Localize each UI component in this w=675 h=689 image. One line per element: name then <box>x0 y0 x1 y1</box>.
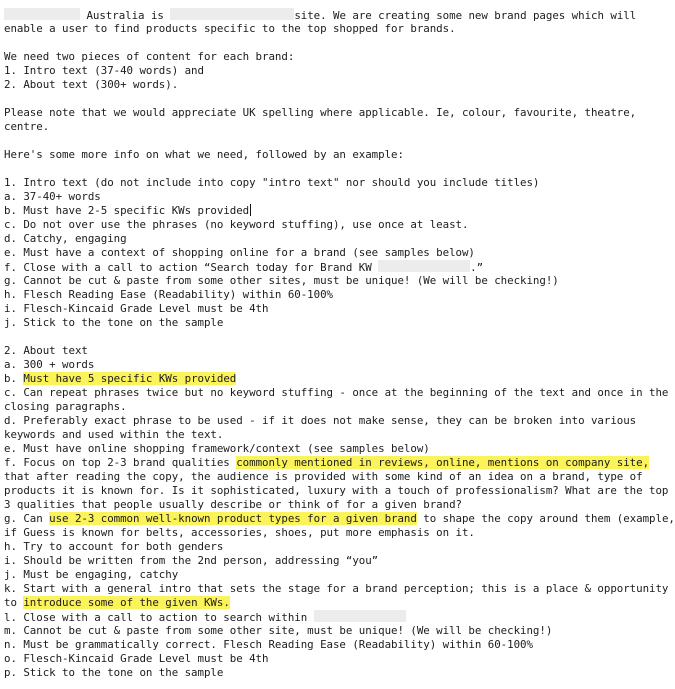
section2-item-p: p. Stick to the tone on the sample <box>4 666 224 679</box>
section2-item-j: j. Must be engaging, catchy <box>4 568 179 581</box>
section2-item-b: b. Must have 5 specific KWs provided <box>4 372 237 385</box>
section2-item-k-1: k. Start with a general intro that sets the stage for a brand perception; this is a place & opportunity <box>4 582 669 595</box>
more-info-line: Here's some more info on what we need, followed by an example: <box>4 148 404 161</box>
spacer <box>4 36 633 50</box>
section1-heading: 1. Intro text (do not include into copy "intro text" nor should you include titles) <box>4 176 540 189</box>
section1-item-d: d. Catchy, engaging <box>4 232 127 245</box>
section2-item-f-1: f. Focus on top 2-3 brand qualities commonly mentioned in reviews, online, mentions on company site, <box>4 456 650 469</box>
redacted-block <box>170 8 294 20</box>
section2-item-g-1: g. Can use 2-3 common well-known product types for a given brand to shape the copy around them (example, <box>4 512 675 525</box>
intro-line-2: enable a user to find products specific to the top shopped for brands. <box>4 22 456 35</box>
section1-item-f: f. Close with a call to action “Search today for Brand KW .” <box>4 261 484 274</box>
section2-item-f-4: 3 qualities that people usually describe or think of for a given brand? <box>4 498 462 511</box>
section2-item-a: a. 300 + words <box>4 358 95 371</box>
section2-item-c-2: closing paragraphs. <box>4 400 127 413</box>
redacted-block <box>378 260 470 272</box>
section1-item-j: j. Stick to the tone on the sample <box>4 316 224 329</box>
highlighted-text: use 2-3 common well-known product types for a given brand <box>49 512 417 525</box>
section2-item-h: h. Try to account for both genders <box>4 540 224 553</box>
need-line-1: We need two pieces of content for each brand: <box>4 50 295 63</box>
highlighted-text: Must have 5 specific KWs provided <box>23 372 237 385</box>
section2-item-f-2: that after reading the copy, the audience is provided with some kind of an idea on a brand, type of <box>4 470 643 483</box>
section1-item-e: e. Must have a context of shopping online for a brand (see samples below) <box>4 246 475 259</box>
section1-item-i: i. Flesch-Kincaid Grade Level must be 4th <box>4 302 269 315</box>
redacted-block <box>314 610 406 622</box>
need-line-3: 2. About text (300+ words). <box>4 78 179 91</box>
spacer <box>4 330 633 344</box>
need-line-2: 1. Intro text (37-40 words) and <box>4 64 204 77</box>
uk-line-1: Please note that we would appreciate UK spelling where applicable. Ie, colour, favourite, theatre, <box>4 106 637 119</box>
section2-item-d-1: d. Preferably exact phrase to be used - if it does not make sense, they can be broken into various <box>4 414 637 427</box>
section1-item-c: c. Do not over use the phrases (no keyword stuffing), use once at least. <box>4 218 469 231</box>
section2-item-d-2: keywords and used within the text. <box>4 428 224 441</box>
section2-item-e: e. Must have online shopping framework/context (see samples below) <box>4 442 430 455</box>
intro-line-1: Australia is site. We are creating some new brand pages which will <box>4 8 633 22</box>
section2-heading: 2. About text <box>4 344 88 357</box>
section2-item-g-2: if Guess is known for belts, accessories, shoes, put more emphasis on it. <box>4 526 475 539</box>
text-cursor <box>250 204 251 216</box>
section2-item-c-1: c. Can repeat phrases twice but no keyword stuffing - once at the beginning of the text and once in the <box>4 386 669 399</box>
section1-item-h: h. Flesch Reading Ease (Readability) within 60-100% <box>4 288 333 301</box>
redacted-block <box>4 8 80 20</box>
spacer <box>4 92 633 106</box>
section2-item-n: n. Must be grammatically correct. Flesch Reading Ease (Readability) within 60-100% <box>4 638 533 651</box>
section2-item-l: l. Close with a call to action to search within <box>4 610 633 624</box>
highlighted-text: commonly mentioned in reviews, online, mentions on company site, <box>236 456 650 469</box>
section2-item-i: i. Should be written from the 2nd person, addressing “you” <box>4 554 379 567</box>
spacer <box>4 134 633 148</box>
highlighted-text: introduce some of the given KWs. <box>23 596 230 609</box>
section2-item-f-3: products it is known for. Is it sophisticated, luxury with a touch of professionalism? What are the top <box>4 484 669 497</box>
section2-item-k-2: to introduce some of the given KWs. <box>4 596 230 609</box>
section1-item-b: b. Must have 2-5 specific KWs provided <box>4 204 250 217</box>
section2-item-o: o. Flesch-Kincaid Grade Level must be 4th <box>4 652 269 665</box>
section1-item-a: a. 37-40+ words <box>4 190 101 203</box>
section2-item-m: m. Cannot be cut & paste from some other site, must be unique! (We will be checking!) <box>4 624 553 637</box>
uk-line-2: centre. <box>4 120 50 133</box>
section1-item-g: g. Cannot be cut & paste from some other sites, must be unique! (We will be checking!) <box>4 274 559 287</box>
spacer <box>4 162 633 176</box>
